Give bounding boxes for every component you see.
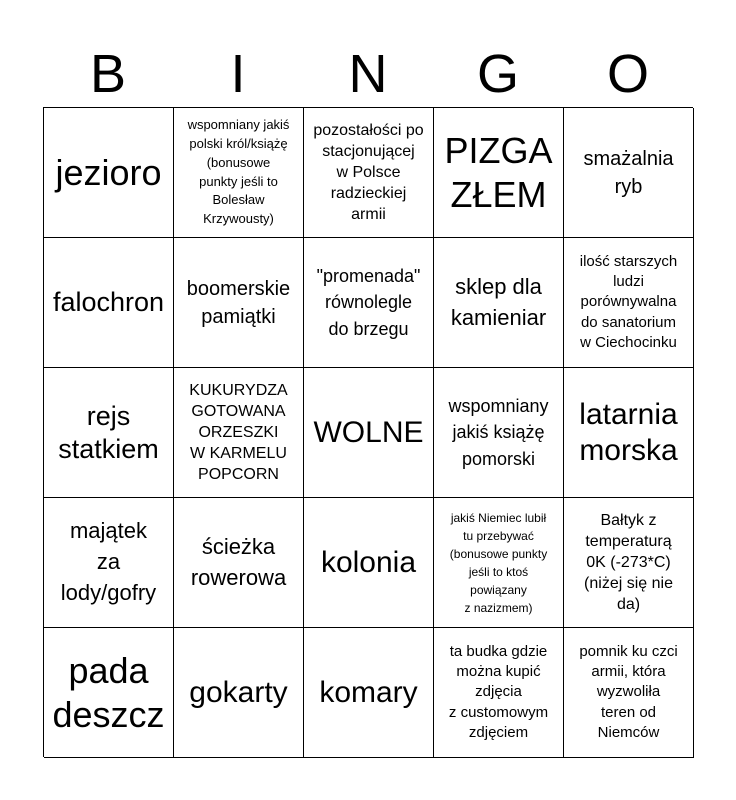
- bingo-cell-r4-c3[interactable]: kolonia: [304, 498, 434, 628]
- bingo-cell-r5-c2[interactable]: gokarty: [174, 628, 304, 758]
- bingo-header: [43, 40, 693, 108]
- bingo-cell-r3-c3 free-space[interactable]: WOLNE: [304, 368, 434, 498]
- bingo-cell-r4-c1[interactable]: majątek za lody/gofry: [44, 498, 174, 628]
- bingo-cell-r2-c3[interactable]: "promenada" równolegle do brzegu: [304, 238, 434, 368]
- bingo-cell-r3-c4[interactable]: wspomniany jakiś książę pomorski: [434, 368, 564, 498]
- bingo-cell-r3-c1[interactable]: rejs statkiem: [44, 368, 174, 498]
- bingo-cell-r4-c2[interactable]: ścieżka rowerowa: [174, 498, 304, 628]
- bingo-cell-r2-c4[interactable]: sklep dla kamieniar: [434, 238, 564, 368]
- bingo-cell-r2-c5[interactable]: ilość starszych ludzi porównywalna do sanatorium w Ciechocinku: [564, 238, 694, 368]
- header-letter-i: I: [230, 44, 246, 104]
- bingo-cell-r3-c5[interactable]: latarnia morska: [564, 368, 694, 498]
- bingo-cell-r2-c1[interactable]: falochron: [44, 238, 174, 368]
- bingo-cell-r5-c3[interactable]: komary: [304, 628, 434, 758]
- header-letter-g: G: [476, 44, 519, 104]
- bingo-cell-r1-c4[interactable]: PIZGA ZŁEM: [434, 108, 564, 238]
- header-letter-n: N: [348, 44, 388, 104]
- bingo-cell-r1-c3[interactable]: pozostałości po stacjonującej w Polsce radzieckiej armii: [304, 108, 434, 238]
- bingo-cell-r1-c1[interactable]: jezioro: [44, 108, 174, 238]
- bingo-cell-r4-c5[interactable]: Bałtyk z temperaturą 0K (-273*C) (niżej się nie da): [564, 498, 694, 628]
- bingo-cell-r5-c5[interactable]: pomnik ku czci armii, która wyzwoliła teren od Niemców: [564, 628, 694, 758]
- header-letter-o: O: [606, 44, 649, 104]
- bingo-cell-r1-c2[interactable]: wspomniany jakiś polski król/książę (bonusowe punkty jeśli to Bolesław Krzywousty): [174, 108, 304, 238]
- bingo-cell-r5-c4[interactable]: ta budka gdzie można kupić zdjęcia z customowym zdjęciem: [434, 628, 564, 758]
- bingo-board: [43, 107, 693, 757]
- bingo-cell-r1-c5[interactable]: smażalnia ryb: [564, 108, 694, 238]
- bingo-cell-r5-c1[interactable]: pada deszcz: [44, 628, 174, 758]
- bingo-cell-r3-c2[interactable]: KUKURYDZA GOTOWANA ORZESZKI W KARMELU POPCORN: [174, 368, 304, 498]
- bingo-cell-r4-c4[interactable]: jakiś Niemiec lubił tu przebywać (bonusowe punkty jeśli to ktoś powiązany z nazizmem): [434, 498, 564, 628]
- header-letter-b: B: [89, 44, 127, 104]
- bingo-cell-r2-c2[interactable]: boomerskie pamiątki: [174, 238, 304, 368]
